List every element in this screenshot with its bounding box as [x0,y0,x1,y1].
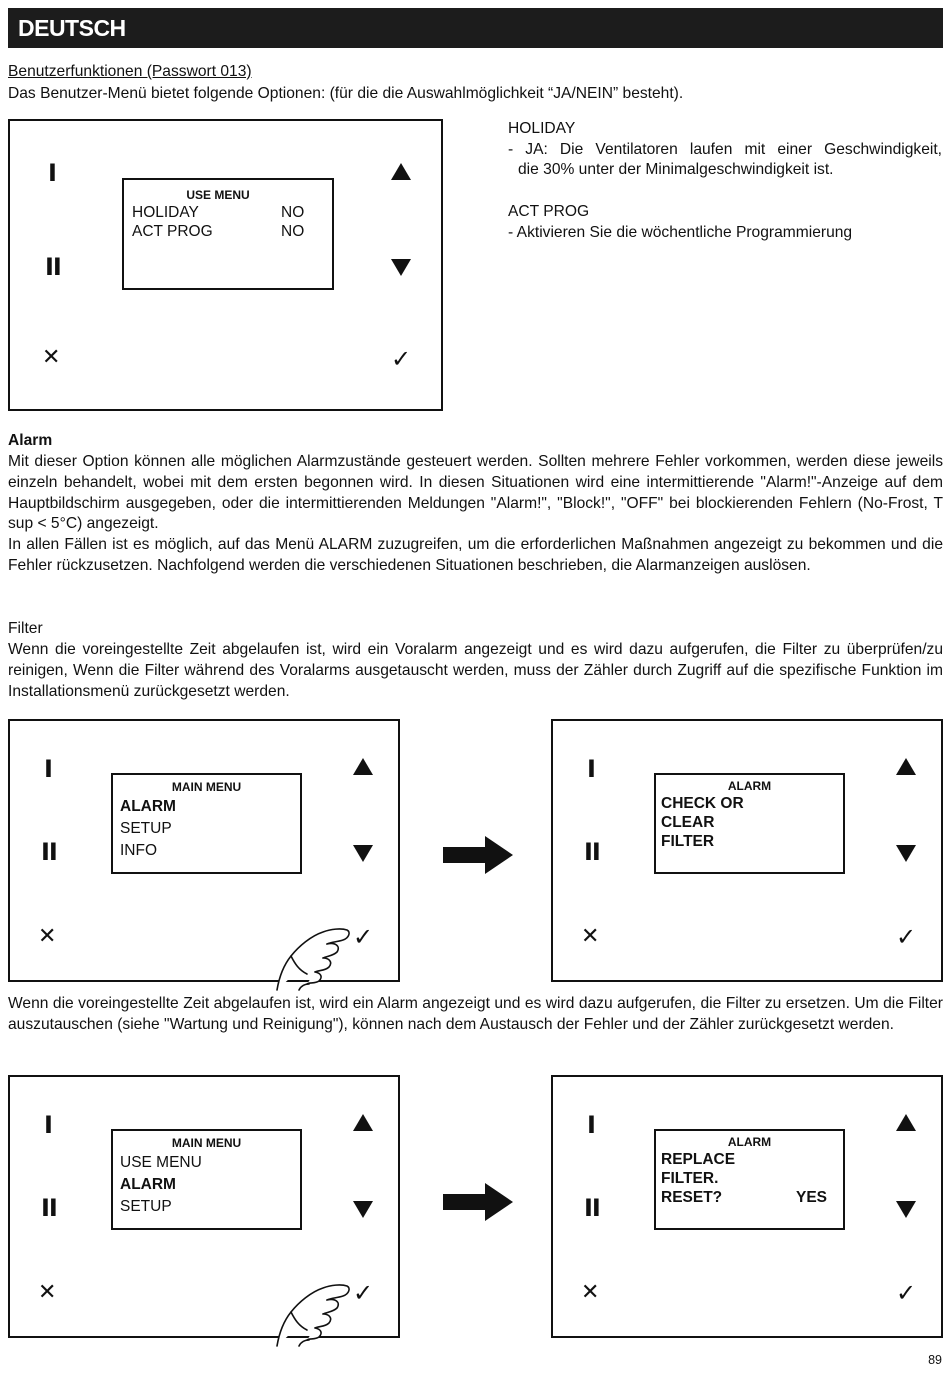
down-arrow-icon[interactable] [391,259,411,276]
confirm-icon[interactable]: ✓ [896,923,917,951]
up-arrow-icon[interactable] [353,758,373,775]
screen-title: ALARM [727,779,772,793]
header-bar [8,8,943,48]
alarm-message-line: FILTER. [661,1170,719,1187]
down-arrow-icon[interactable] [353,845,373,862]
cancel-icon[interactable]: ✕ [38,1280,57,1305]
down-arrow-icon[interactable] [353,1201,373,1218]
menu-row-label: ACT PROG [132,223,213,240]
intro-text: Das Benutzer-Menü bietet folgende Optionen: (für die die Auswahlmöglichkeit “JA/NEIN” besteht). [8,85,684,102]
alarm-message-line: REPLACE [661,1151,736,1168]
section-heading-alarm: Alarm [8,432,53,449]
button-one-icon[interactable]: I [587,755,596,783]
section-heading-user-functions: Benutzerfunktionen (Passwort 013) [8,63,252,80]
button-one-icon[interactable]: I [44,755,53,783]
down-arrow-icon[interactable] [896,1201,916,1218]
screen-title: MAIN MENU [171,780,242,794]
section-heading-filter: Filter [8,620,43,637]
cancel-icon[interactable]: ✕ [38,924,57,949]
menu-item: USE MENU [120,1154,202,1171]
arrow-right-icon [443,1183,515,1221]
button-one-icon[interactable]: I [44,1111,53,1139]
reset-value[interactable]: YES [796,1189,828,1206]
screen-title: ALARM [727,1135,772,1149]
menu-item-selected: ALARM [120,1176,176,1193]
alarm-paragraph-2: In allen Fällen ist es möglich, auf das Menü ALARM zuzugreifen, um die erforderlichen Maßnahmen angezeigt zu bekommen und die Fehler rückzusetzen. Nachfolgend werden die verschiedenen Situationen beschrieben, die Alarmanzeigen auslösen. [8,536,943,574]
menu-item-selected: ALARM [120,798,176,815]
screen-title: USE MENU [186,188,250,202]
button-two-icon[interactable]: II [45,253,61,281]
control-panel-alarm-check [551,719,943,982]
page-header-title: DEUTSCH [18,15,126,41]
menu-item: SETUP [120,820,172,837]
hand-press-icon [265,920,360,992]
button-two-icon[interactable]: II [584,838,600,866]
arrow-right-icon [443,836,515,874]
down-arrow-icon[interactable] [896,845,916,862]
alarm-message-line: CLEAR [661,814,715,831]
up-arrow-icon[interactable] [353,1114,373,1131]
option-holiday-desc: - JA: Die Ventilatoren laufen mit einer Geschwindigkeit, [508,141,942,158]
option-holiday-desc-cont: die 30% unter der Minimalgeschwindigkeit ist. [518,161,834,178]
confirm-icon[interactable]: ✓ [896,1279,917,1307]
cancel-icon[interactable]: ✕ [42,345,61,370]
page-number: 89 [928,1353,942,1367]
button-two-icon[interactable]: II [584,1194,600,1222]
button-two-icon[interactable]: II [41,838,57,866]
menu-row-value: NO [281,223,305,240]
option-actprog-title: ACT PROG [508,203,590,220]
control-panel-alarm-replace [551,1075,943,1338]
menu-item: INFO [120,842,158,859]
menu-row-label: HOLIDAY [132,204,199,221]
up-arrow-icon[interactable] [391,163,411,180]
cancel-icon[interactable]: ✕ [581,924,600,949]
replace-paragraph: Wenn die voreingestellte Zeit abgelaufen ist, wird ein Alarm angezeigt und es wird dazu aufgerufen, die Filter zu ersetzen. Um die Filter auszutauschen (siehe "Wartung und Reinigung"), können nach dem Austausch der Fehler und der Zähler zurückgesetzt werden. [8,995,943,1033]
control-panel-use-menu [8,119,443,411]
up-arrow-icon[interactable] [896,758,916,775]
screen-title: MAIN MENU [171,1136,242,1150]
alarm-message-line: RESET? [661,1189,723,1206]
lcd-screen [111,1129,302,1230]
confirm-icon[interactable]: ✓ [391,345,412,373]
menu-row-value: NO [281,204,305,221]
button-one-icon[interactable]: I [587,1111,596,1139]
lcd-screen [654,1129,845,1230]
lcd-screen [111,773,302,874]
option-holiday-title: HOLIDAY [508,120,576,137]
button-two-icon[interactable]: II [41,1194,57,1222]
cancel-icon[interactable]: ✕ [581,1280,600,1305]
button-one-icon[interactable]: I [48,159,57,187]
option-actprog-desc: - Aktivieren Sie die wöchentliche Programmierung [508,224,853,241]
alarm-paragraph-1: Mit dieser Option können alle möglichen Alarmzustände gesteuert werden. Sollten mehrere Fehler vorkommen, werden diese jeweils einzeln behandelt, wobei mit dem ersten begonnen wird. In diesen Situationen wird eine intermittierende "Alarm!"-Anzeige auf dem Hauptbildschirm ausgegeben, oder die intermittierenden Meldungen "Alarm!", "Block!", "OFF" bei blockierenden Fehlern (No-Frost, T sup < 5°C) angezeigt. [8,453,943,533]
menu-item: SETUP [120,1198,172,1215]
up-arrow-icon[interactable] [896,1114,916,1131]
filter-paragraph: Wenn die voreingestellte Zeit abgelaufen ist, wird ein Voralarm angezeigt und es wird dazu aufgerufen, die Filter zu überprüfen/zu reinigen, Wenn die Filter während des Voralarms ausgetauscht werden, muss der Zähler durch Zugriff auf die spezifische Funktion im Installationsmenü zurückgesetzt werden. [8,641,943,700]
lcd-screen [654,773,845,874]
alarm-message-line: CHECK OR [661,795,744,812]
alarm-message-line: FILTER [661,833,715,850]
lcd-screen [122,178,334,290]
confirm-icon[interactable]: ✓ [353,923,374,951]
confirm-icon[interactable]: ✓ [353,1279,374,1307]
hand-press-icon [265,1276,360,1348]
